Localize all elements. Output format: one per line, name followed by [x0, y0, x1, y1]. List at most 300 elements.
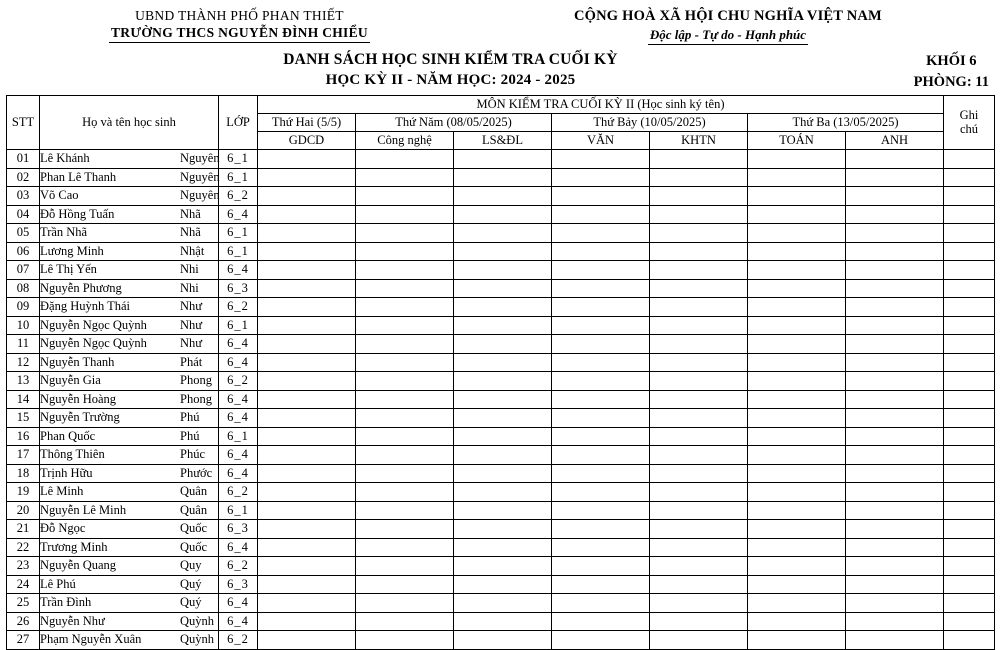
cell-signature-khtn[interactable] [650, 335, 748, 354]
cell-signature-anh[interactable] [846, 298, 944, 317]
table-row [7, 242, 995, 261]
cell-signature-to-n[interactable] [748, 224, 846, 243]
cell-signature-gdcd[interactable] [258, 409, 356, 428]
cell-signature-v-n[interactable] [552, 335, 650, 354]
table-row [7, 390, 995, 409]
cell-signature-c-ng-ngh-[interactable] [356, 594, 454, 613]
cell-student-name [40, 464, 219, 483]
cell-notes[interactable] [944, 557, 995, 576]
cell-signature-to-n[interactable] [748, 298, 846, 317]
cell-signature-anh[interactable] [846, 594, 944, 613]
cell-signature-anh[interactable] [846, 575, 944, 594]
cell-signature-khtn[interactable] [650, 631, 748, 650]
cell-student-name [40, 594, 219, 613]
cell-stt: 09 [7, 298, 40, 317]
cell-signature-anh[interactable] [846, 205, 944, 224]
cell-signature-to-n[interactable] [748, 150, 846, 169]
cell-stt: 10 [7, 316, 40, 335]
cell-signature-khtn[interactable] [650, 224, 748, 243]
cell-signature-v-n[interactable] [552, 612, 650, 631]
cell-student-name [40, 242, 219, 261]
student-given-name: Quốc [180, 539, 208, 554]
table-row [7, 279, 995, 298]
cell-signature-ls-l[interactable] [454, 187, 552, 206]
cell-signature-c-ng-ngh-[interactable] [356, 150, 454, 169]
student-family-name: Nguyễn Ngọc Quỳnh [40, 336, 147, 351]
cell-signature-anh[interactable] [846, 409, 944, 428]
cell-signature-to-n[interactable] [748, 372, 846, 391]
student-given-name: Nguyên [180, 151, 220, 165]
cell-signature-ls-l[interactable] [454, 631, 552, 650]
cell-signature-khtn[interactable] [650, 261, 748, 280]
student-family-name: Phan Lê Thanh [40, 169, 117, 184]
cell-signature-ls-l[interactable] [454, 205, 552, 224]
cell-stt: 03 [7, 187, 40, 206]
cell-notes[interactable] [944, 187, 995, 206]
table-row [7, 594, 995, 613]
cell-signature-ls-l[interactable] [454, 538, 552, 557]
cell-notes[interactable] [944, 538, 995, 557]
cell-class: 6_4 [219, 594, 258, 613]
cell-signature-v-n[interactable] [552, 316, 650, 335]
cell-stt: 12 [7, 353, 40, 372]
student-given-name: Như [180, 336, 203, 350]
cell-signature-gdcd[interactable] [258, 261, 356, 280]
header-ubnd-line: UBND THÀNH PHỐ PHAN THIẾT [135, 8, 344, 23]
student-given-name: Như [180, 299, 203, 313]
cell-stt: 15 [7, 409, 40, 428]
cell-stt: 01 [7, 150, 40, 169]
cell-signature-to-n[interactable] [748, 631, 846, 650]
cell-signature-ls-l[interactable] [454, 594, 552, 613]
cell-class: 6_4 [219, 409, 258, 428]
cell-stt: 25 [7, 594, 40, 613]
cell-signature-c-ng-ngh-[interactable] [356, 353, 454, 372]
cell-signature-ls-l[interactable] [454, 279, 552, 298]
cell-signature-anh[interactable] [846, 427, 944, 446]
cell-signature-c-ng-ngh-[interactable] [356, 557, 454, 576]
cell-signature-v-n[interactable] [552, 501, 650, 520]
cell-signature-gdcd[interactable] [258, 353, 356, 372]
table-row [7, 261, 995, 280]
cell-signature-khtn[interactable] [650, 187, 748, 206]
cell-signature-ls-l[interactable] [454, 520, 552, 539]
cell-signature-anh[interactable] [846, 390, 944, 409]
cell-signature-to-n[interactable] [748, 242, 846, 261]
document-titles [6, 51, 995, 91]
cell-signature-c-ng-ngh-[interactable] [356, 298, 454, 317]
cell-signature-gdcd[interactable] [258, 150, 356, 169]
cell-signature-anh[interactable] [846, 372, 944, 391]
student-given-name: Quy [180, 558, 202, 572]
cell-signature-c-ng-ngh-[interactable] [356, 390, 454, 409]
cell-signature-ls-l[interactable] [454, 298, 552, 317]
cell-signature-gdcd[interactable] [258, 631, 356, 650]
cell-signature-khtn[interactable] [650, 372, 748, 391]
cell-notes[interactable] [944, 631, 995, 650]
table-body [7, 150, 995, 650]
cell-signature-v-n[interactable] [552, 298, 650, 317]
cell-student-name [40, 205, 219, 224]
cell-signature-ls-l[interactable] [454, 353, 552, 372]
cell-notes[interactable] [944, 150, 995, 169]
cell-signature-to-n[interactable] [748, 335, 846, 354]
cell-signature-v-n[interactable] [552, 150, 650, 169]
cell-signature-c-ng-ngh-[interactable] [356, 187, 454, 206]
cell-signature-gdcd[interactable] [258, 520, 356, 539]
student-given-name: Phong [180, 373, 212, 387]
cell-class: 6_4 [219, 261, 258, 280]
cell-stt: 27 [7, 631, 40, 650]
cell-notes[interactable] [944, 464, 995, 483]
cell-signature-to-n[interactable] [748, 520, 846, 539]
cell-signature-gdcd[interactable] [258, 316, 356, 335]
cell-signature-khtn[interactable] [650, 464, 748, 483]
cell-signature-c-ng-ngh-[interactable] [356, 316, 454, 335]
cell-signature-anh[interactable] [846, 279, 944, 298]
cell-signature-v-n[interactable] [552, 427, 650, 446]
cell-signature-v-n[interactable] [552, 205, 650, 224]
student-family-name: Trần Nhã [40, 225, 88, 240]
student-given-name: Phúc [180, 447, 205, 461]
cell-signature-ls-l[interactable] [454, 390, 552, 409]
cell-signature-gdcd[interactable] [258, 612, 356, 631]
cell-signature-gdcd[interactable] [258, 427, 356, 446]
subject-header-khtn: KHTN [650, 132, 748, 150]
student-list-table [6, 95, 995, 650]
cell-signature-anh[interactable] [846, 168, 944, 187]
cell-signature-anh[interactable] [846, 520, 944, 539]
cell-signature-to-n[interactable] [748, 261, 846, 280]
cell-signature-khtn[interactable] [650, 446, 748, 465]
cell-signature-gdcd[interactable] [258, 205, 356, 224]
student-given-name: Như [180, 317, 203, 332]
cell-notes[interactable] [944, 427, 995, 446]
cell-signature-gdcd[interactable] [258, 242, 356, 261]
cell-signature-c-ng-ngh-[interactable] [356, 538, 454, 557]
table-head [7, 96, 995, 150]
cell-signature-ls-l[interactable] [454, 224, 552, 243]
cell-student-name [40, 575, 219, 594]
cell-signature-khtn[interactable] [650, 594, 748, 613]
cell-signature-khtn[interactable] [650, 390, 748, 409]
cell-signature-v-n[interactable] [552, 538, 650, 557]
cell-signature-v-n[interactable] [552, 409, 650, 428]
subject-header-congnghe: Công nghệ [356, 132, 454, 150]
cell-signature-anh[interactable] [846, 538, 944, 557]
page-title: DANH SÁCH HỌC SINH KIỂM TRA CUỐI KỲ [283, 51, 618, 68]
cell-notes[interactable] [944, 575, 995, 594]
cell-notes[interactable] [944, 242, 995, 261]
cell-notes[interactable] [944, 612, 995, 631]
cell-class: 6_3 [219, 520, 258, 539]
cell-signature-ls-l[interactable] [454, 557, 552, 576]
cell-signature-anh[interactable] [846, 242, 944, 261]
student-family-name: Nguyễn Gia [40, 373, 101, 388]
cell-signature-v-n[interactable] [552, 279, 650, 298]
cell-signature-gdcd[interactable] [258, 575, 356, 594]
cell-signature-khtn[interactable] [650, 168, 748, 187]
cell-signature-khtn[interactable] [650, 298, 748, 317]
cell-stt: 13 [7, 372, 40, 391]
cell-signature-khtn[interactable] [650, 279, 748, 298]
cell-signature-c-ng-ngh-[interactable] [356, 224, 454, 243]
student-family-name: Trương Minh [40, 539, 108, 554]
table-row [7, 427, 995, 446]
student-given-name: Phát [180, 354, 203, 369]
day-header-4: Thứ Ba (13/05/2025) [748, 114, 944, 132]
cell-signature-ls-l[interactable] [454, 464, 552, 483]
cell-signature-gdcd[interactable] [258, 390, 356, 409]
student-family-name: Võ Cao [40, 188, 79, 203]
cell-class: 6_2 [219, 187, 258, 206]
cell-signature-c-ng-ngh-[interactable] [356, 446, 454, 465]
cell-notes[interactable] [944, 279, 995, 298]
cell-notes[interactable] [944, 372, 995, 391]
cell-stt: 04 [7, 205, 40, 224]
cell-signature-ls-l[interactable] [454, 612, 552, 631]
cell-signature-c-ng-ngh-[interactable] [356, 168, 454, 187]
cell-notes[interactable] [944, 224, 995, 243]
cell-signature-khtn[interactable] [650, 242, 748, 261]
cell-notes[interactable] [944, 390, 995, 409]
cell-signature-khtn[interactable] [650, 409, 748, 428]
cell-signature-v-n[interactable] [552, 631, 650, 650]
student-given-name: Nhi [180, 280, 199, 295]
cell-signature-c-ng-ngh-[interactable] [356, 372, 454, 391]
cell-stt: 20 [7, 501, 40, 520]
cell-signature-c-ng-ngh-[interactable] [356, 501, 454, 520]
cell-signature-ls-l[interactable] [454, 242, 552, 261]
cell-signature-v-n[interactable] [552, 464, 650, 483]
cell-student-name [40, 261, 219, 280]
header-organization [6, 8, 461, 43]
cell-stt: 22 [7, 538, 40, 557]
cell-signature-to-n[interactable] [748, 538, 846, 557]
cell-signature-c-ng-ngh-[interactable] [356, 483, 454, 502]
cell-signature-to-n[interactable] [748, 205, 846, 224]
student-family-name: Lê Thị Yến [40, 262, 97, 277]
cell-notes[interactable] [944, 520, 995, 539]
cell-signature-gdcd[interactable] [258, 168, 356, 187]
cell-signature-v-n[interactable] [552, 242, 650, 261]
cell-class: 6_1 [219, 316, 258, 335]
cell-signature-c-ng-ngh-[interactable] [356, 464, 454, 483]
cell-signature-to-n[interactable] [748, 612, 846, 631]
cell-notes[interactable] [944, 446, 995, 465]
cell-signature-ls-l[interactable] [454, 150, 552, 169]
cell-class: 6_2 [219, 372, 258, 391]
cell-signature-c-ng-ngh-[interactable] [356, 631, 454, 650]
cell-signature-ls-l[interactable] [454, 446, 552, 465]
cell-signature-to-n[interactable] [748, 557, 846, 576]
cell-signature-khtn[interactable] [650, 520, 748, 539]
cell-signature-v-n[interactable] [552, 390, 650, 409]
cell-signature-gdcd[interactable] [258, 557, 356, 576]
cell-signature-ls-l[interactable] [454, 261, 552, 280]
cell-notes[interactable] [944, 501, 995, 520]
cell-signature-anh[interactable] [846, 557, 944, 576]
cell-signature-v-n[interactable] [552, 446, 650, 465]
cell-signature-v-n[interactable] [552, 557, 650, 576]
table-row [7, 557, 995, 576]
cell-signature-c-ng-ngh-[interactable] [356, 205, 454, 224]
cell-signature-khtn[interactable] [650, 427, 748, 446]
cell-signature-gdcd[interactable] [258, 187, 356, 206]
cell-signature-ls-l[interactable] [454, 483, 552, 502]
cell-signature-gdcd[interactable] [258, 335, 356, 354]
cell-signature-gdcd[interactable] [258, 224, 356, 243]
cell-notes[interactable] [944, 335, 995, 354]
cell-signature-anh[interactable] [846, 335, 944, 354]
cell-signature-anh[interactable] [846, 446, 944, 465]
cell-signature-anh[interactable] [846, 261, 944, 280]
cell-signature-to-n[interactable] [748, 168, 846, 187]
cell-signature-anh[interactable] [846, 353, 944, 372]
cell-signature-gdcd[interactable] [258, 483, 356, 502]
cell-signature-to-n[interactable] [748, 594, 846, 613]
table-row [7, 538, 995, 557]
cell-class: 6_2 [219, 483, 258, 502]
student-given-name: Quỳnh [180, 613, 215, 628]
cell-signature-to-n[interactable] [748, 464, 846, 483]
cell-signature-v-n[interactable] [552, 261, 650, 280]
cell-signature-ls-l[interactable] [454, 409, 552, 428]
cell-signature-khtn[interactable] [650, 538, 748, 557]
cell-signature-c-ng-ngh-[interactable] [356, 427, 454, 446]
cell-signature-khtn[interactable] [650, 205, 748, 224]
cell-signature-to-n[interactable] [748, 409, 846, 428]
student-family-name: Thông Thiên [40, 447, 105, 462]
cell-signature-gdcd[interactable] [258, 372, 356, 391]
cell-notes[interactable] [944, 353, 995, 372]
cell-class: 6_2 [219, 298, 258, 317]
cell-signature-to-n[interactable] [748, 316, 846, 335]
header-motto-line: Độc lập - Tự do - Hạnh phúc [648, 27, 808, 45]
cell-stt: 24 [7, 575, 40, 594]
cell-signature-gdcd[interactable] [258, 594, 356, 613]
cell-signature-ls-l[interactable] [454, 168, 552, 187]
cell-signature-khtn[interactable] [650, 150, 748, 169]
col-header-exam-block: MÔN KIỂM TRA CUỐI KỲ II (Học sinh ký tên) [258, 96, 944, 114]
cell-class: 6_4 [219, 464, 258, 483]
cell-signature-khtn[interactable] [650, 483, 748, 502]
cell-notes[interactable] [944, 316, 995, 335]
cell-student-name [40, 501, 219, 520]
cell-signature-c-ng-ngh-[interactable] [356, 409, 454, 428]
cell-student-name [40, 446, 219, 465]
student-given-name: Nhã [180, 225, 201, 239]
cell-signature-to-n[interactable] [748, 187, 846, 206]
cell-signature-khtn[interactable] [650, 612, 748, 631]
cell-signature-v-n[interactable] [552, 520, 650, 539]
cell-signature-to-n[interactable] [748, 353, 846, 372]
cell-signature-v-n[interactable] [552, 372, 650, 391]
cell-signature-v-n[interactable] [552, 483, 650, 502]
cell-signature-anh[interactable] [846, 612, 944, 631]
cell-signature-c-ng-ngh-[interactable] [356, 520, 454, 539]
cell-signature-v-n[interactable] [552, 187, 650, 206]
cell-signature-c-ng-ngh-[interactable] [356, 575, 454, 594]
cell-class: 6_1 [219, 150, 258, 169]
cell-signature-khtn[interactable] [650, 353, 748, 372]
cell-signature-khtn[interactable] [650, 501, 748, 520]
cell-notes[interactable] [944, 261, 995, 280]
cell-signature-anh[interactable] [846, 187, 944, 206]
cell-signature-gdcd[interactable] [258, 279, 356, 298]
cell-signature-gdcd[interactable] [258, 446, 356, 465]
table-row [7, 372, 995, 391]
cell-notes[interactable] [944, 298, 995, 317]
cell-signature-c-ng-ngh-[interactable] [356, 242, 454, 261]
cell-signature-v-n[interactable] [552, 168, 650, 187]
cell-signature-anh[interactable] [846, 631, 944, 650]
cell-signature-gdcd[interactable] [258, 464, 356, 483]
student-family-name: Nguyễn Như [40, 613, 105, 628]
student-given-name: Quý [180, 576, 202, 591]
cell-class: 6_1 [219, 168, 258, 187]
cell-signature-gdcd[interactable] [258, 298, 356, 317]
cell-signature-gdcd[interactable] [258, 501, 356, 520]
cell-signature-v-n[interactable] [552, 353, 650, 372]
cell-signature-khtn[interactable] [650, 557, 748, 576]
cell-signature-ls-l[interactable] [454, 372, 552, 391]
cell-signature-anh[interactable] [846, 316, 944, 335]
cell-signature-v-n[interactable] [552, 594, 650, 613]
notes-label-line2: chú [959, 121, 979, 136]
cell-signature-to-n[interactable] [748, 279, 846, 298]
cell-signature-anh[interactable] [846, 464, 944, 483]
cell-signature-ls-l[interactable] [454, 316, 552, 335]
cell-notes[interactable] [944, 594, 995, 613]
cell-signature-anh[interactable] [846, 483, 944, 502]
cell-signature-anh[interactable] [846, 501, 944, 520]
cell-notes[interactable] [944, 483, 995, 502]
cell-class: 6_4 [219, 446, 258, 465]
cell-signature-ls-l[interactable] [454, 335, 552, 354]
cell-notes[interactable] [944, 409, 995, 428]
cell-signature-anh[interactable] [846, 224, 944, 243]
cell-signature-khtn[interactable] [650, 575, 748, 594]
col-header-class: LỚP [219, 96, 258, 150]
cell-signature-c-ng-ngh-[interactable] [356, 279, 454, 298]
cell-signature-c-ng-ngh-[interactable] [356, 335, 454, 354]
cell-signature-to-n[interactable] [748, 446, 846, 465]
cell-signature-to-n[interactable] [748, 483, 846, 502]
cell-signature-gdcd[interactable] [258, 538, 356, 557]
cell-stt: 08 [7, 279, 40, 298]
student-family-name: Lương Minh [40, 243, 104, 258]
cell-signature-c-ng-ngh-[interactable] [356, 612, 454, 631]
cell-signature-v-n[interactable] [552, 224, 650, 243]
cell-signature-to-n[interactable] [748, 575, 846, 594]
cell-notes[interactable] [944, 205, 995, 224]
subject-header-gdcd: GDCD [258, 132, 356, 150]
cell-signature-ls-l[interactable] [454, 427, 552, 446]
page-subtitle: HỌC KỲ II - NĂM HỌC: 2024 - 2025 [325, 72, 576, 88]
cell-signature-ls-l[interactable] [454, 575, 552, 594]
cell-signature-ls-l[interactable] [454, 501, 552, 520]
cell-signature-to-n[interactable] [748, 427, 846, 446]
cell-signature-to-n[interactable] [748, 390, 846, 409]
col-header-name: Họ và tên học sinh [40, 96, 219, 150]
cell-signature-to-n[interactable] [748, 501, 846, 520]
cell-signature-anh[interactable] [846, 150, 944, 169]
cell-signature-c-ng-ngh-[interactable] [356, 261, 454, 280]
cell-signature-khtn[interactable] [650, 316, 748, 335]
cell-signature-v-n[interactable] [552, 575, 650, 594]
cell-notes[interactable] [944, 168, 995, 187]
